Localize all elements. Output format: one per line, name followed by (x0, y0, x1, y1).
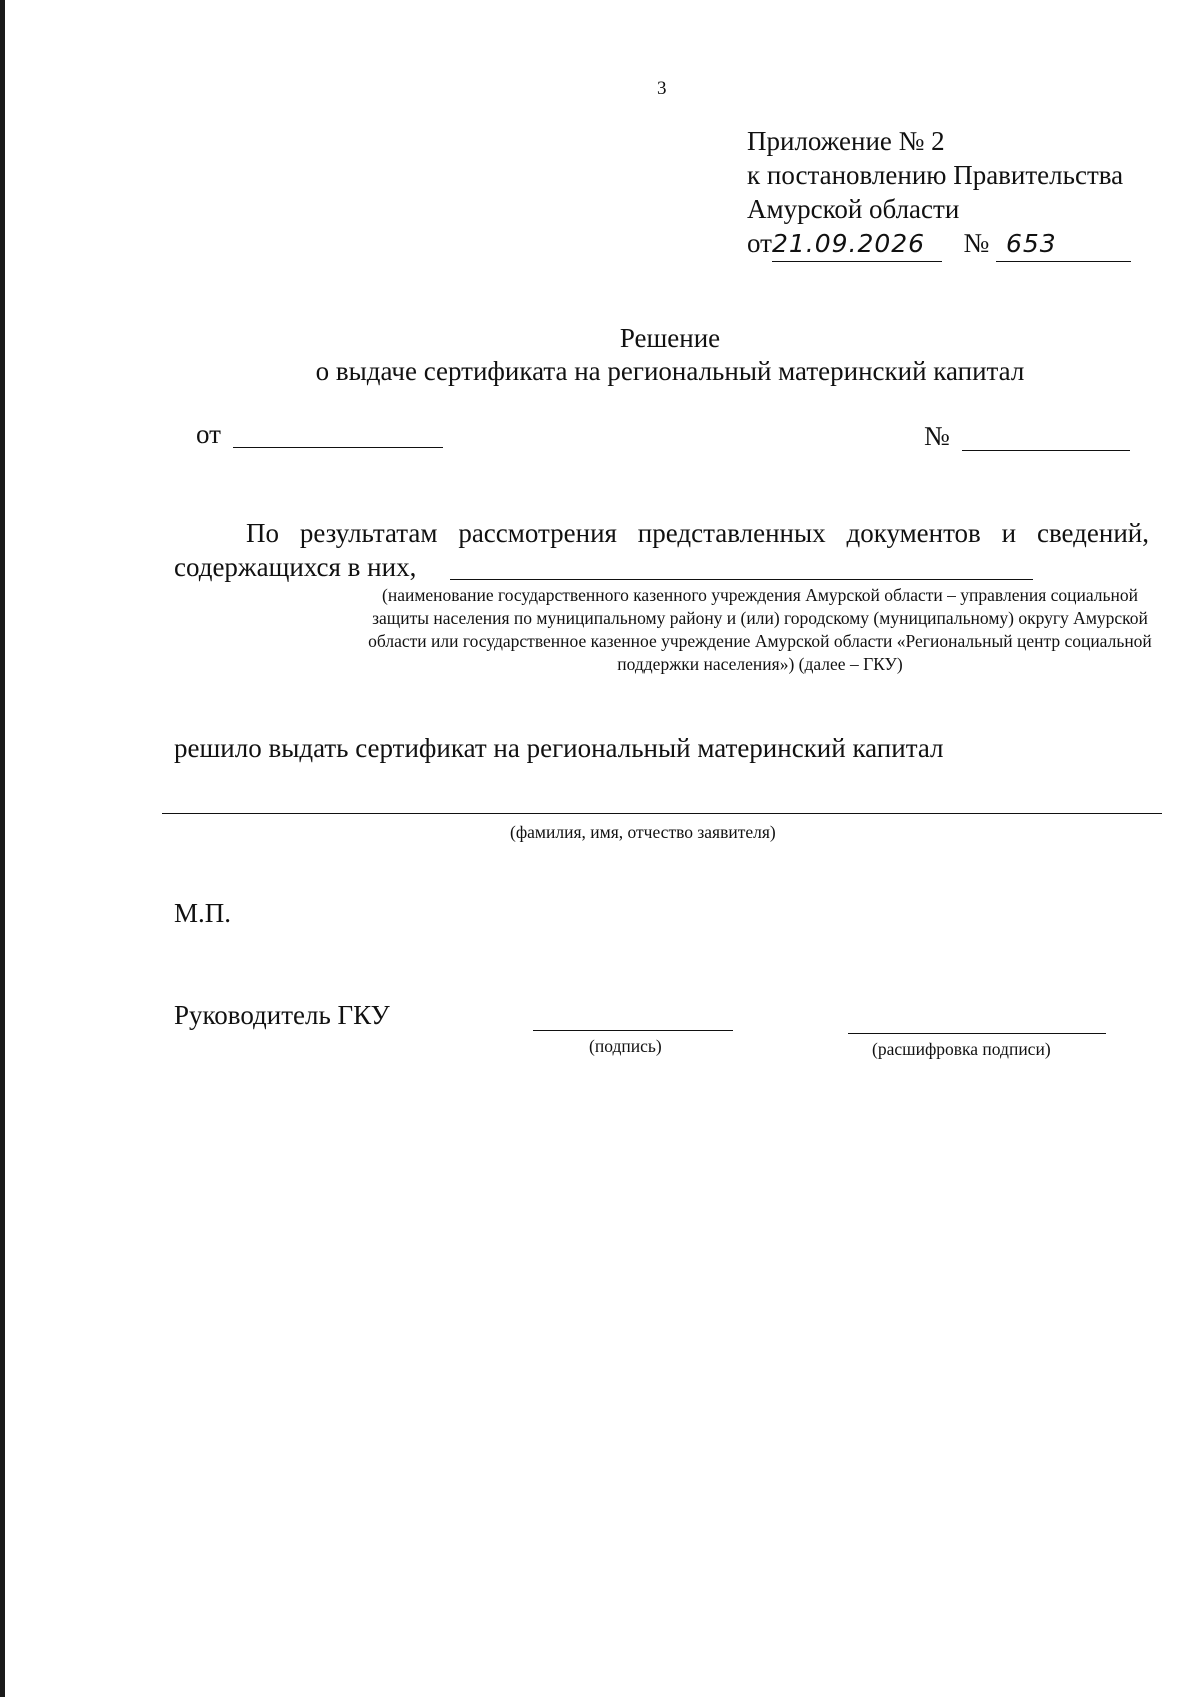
signature-note: (подпись) (589, 1036, 662, 1056)
appendix-date-prefix: от (747, 228, 772, 258)
appendix-number-value: 653 (996, 227, 1131, 262)
signature-field (533, 1030, 733, 1031)
institution-note: (наименование государственного казенного учреждения Амурской области – управления социальной защиты населения по муниципальному району и (или) городскому (муниципальному) округу Амурской области или государственное казенное учреждение Амурской области «Региональный центр социальной поддержки населения») (далее – ГКУ) (368, 585, 1152, 674)
document-title: Решение (619, 323, 721, 353)
appendix-date-value: 21.09.2026 (772, 227, 942, 262)
stamp-label: М.П. (174, 898, 232, 928)
scan-edge (0, 0, 5, 1697)
appendix-line-1: Приложение № 2 (747, 126, 945, 156)
decision-text: решило выдать сертификат на региональный материнский капитал (174, 733, 944, 763)
appendix-line-2: к постановлению Правительства (747, 160, 1124, 190)
from-label: от (196, 419, 221, 449)
document-subtitle: о выдаче сертификата на региональный материнский капитал (315, 356, 1025, 386)
signature-decode-note: (расшифровка подписи) (872, 1039, 1051, 1059)
applicant-field (162, 813, 1162, 814)
appendix-number-prefix: № (963, 228, 990, 258)
body-paragraph: По результатам рассмотрения представленных документов и сведений, содержащихся в них, (174, 518, 1149, 582)
institution-field (450, 579, 1033, 580)
appendix-date-line (747, 226, 1131, 260)
number-label: № (924, 421, 950, 451)
head-label: Руководитель ГКУ (174, 1000, 390, 1030)
appendix-line-3: Амурской области (747, 194, 960, 224)
page-number: 3 (657, 78, 667, 99)
signature-decode-field (848, 1033, 1106, 1034)
applicant-note: (фамилия, имя, отчество заявителя) (510, 822, 776, 842)
appendix-block (747, 124, 1131, 260)
from-date-field (233, 447, 443, 448)
number-field (962, 450, 1130, 451)
